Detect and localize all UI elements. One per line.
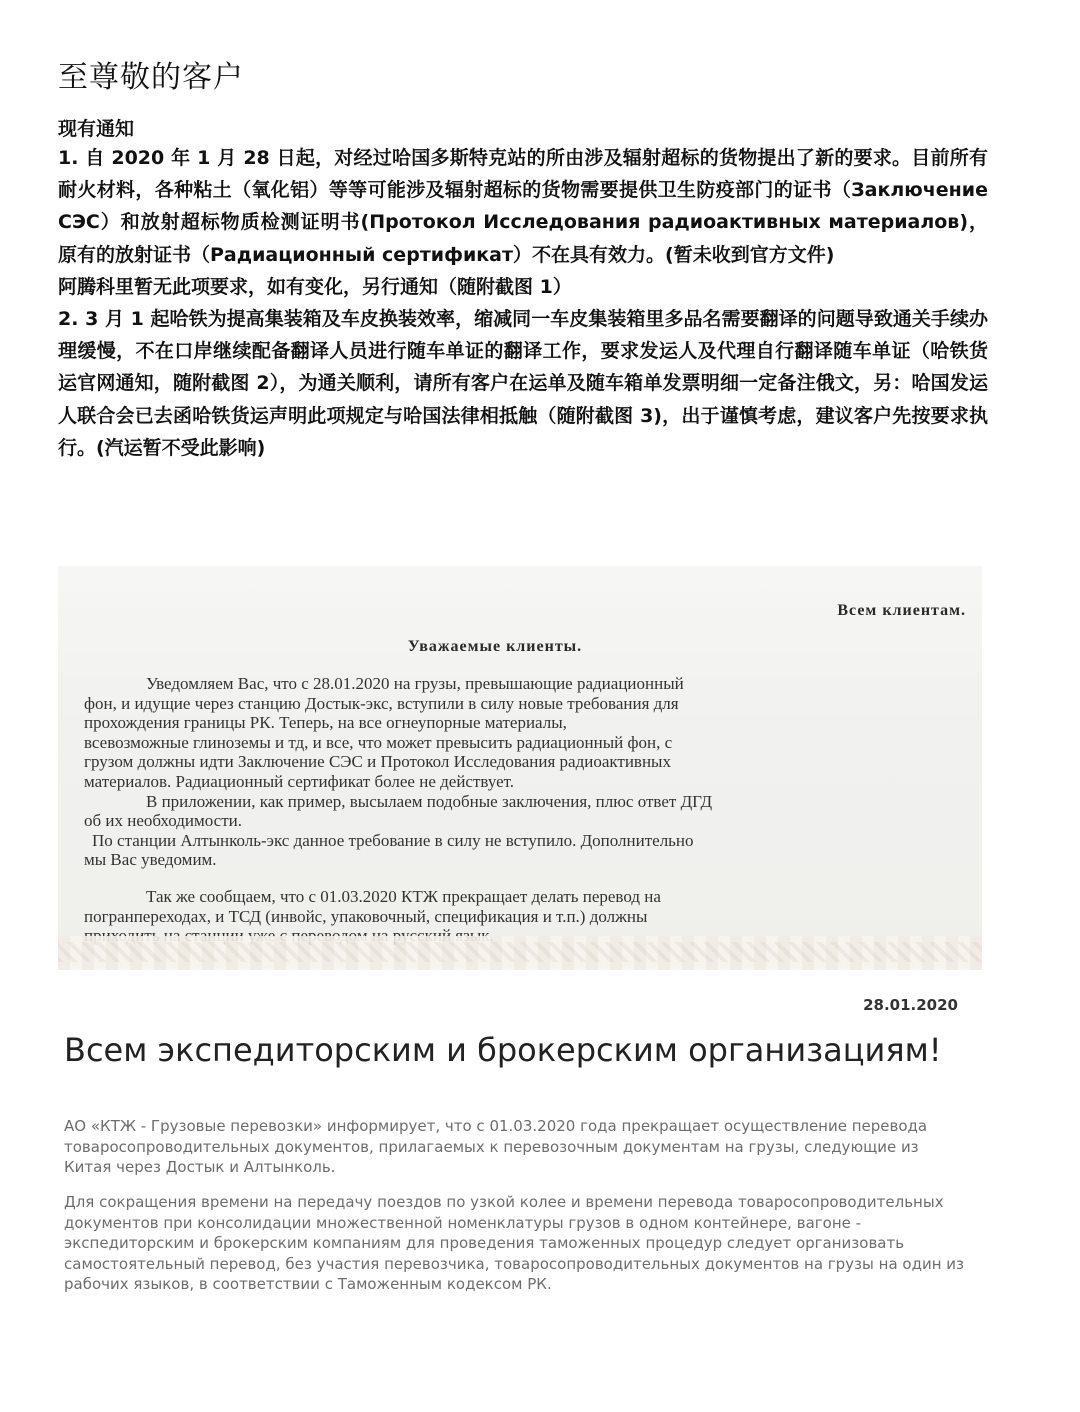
notice-item-2: 2. 3 月 1 起哈铁为提高集装箱及车皮换装效率，缩减同一车皮集装箱里多品名需要翻译的问题导致通关手续办理缓慢，不在口岸继续配备翻译人员进行随车单证的翻译工作，要求发运人及代理自行翻译随车单证（哈铁货运官网通知，随附截图 2），为通关顺利，请所有客户在运单及随车箱单发票明细一定备注俄文，另：哈国发运人联合会已去函哈铁货运声明此项规定与哈国法律相抵触（随附截图 3)，出于谨慎考虑，建议客户先按要求执行。(汽运暂不受此影响) — [58, 308, 988, 459]
notice-item-1: 1. 自 2020 年 1 月 28 日起，对经过哈国多斯特克站的所由涉及辐射超标的货物提出了新的要求。目前所有耐火材料，各种粘土（氧化铝）等等可能涉及辐射超标的货物需要提供卫生防疫部门的证书（Заключение СЭС）和放射超标物质检测证明书(Протокол Исследования радиоактивных материалов)，原有的放射证书（Радиационный сертификат）不在具有效力。(暂未收到官方文件) — [58, 147, 988, 266]
letter-line: фон, и идущие через станцию Достык-экс, вступили в силу новые требования для — [84, 693, 679, 713]
notice-body — [58, 142, 988, 464]
web-notice-title: Всем экспедиторским и брокерским организациям! — [64, 1031, 942, 1069]
letter-addressee: Всем клиентам. — [837, 602, 966, 619]
scanned-letter — [58, 566, 982, 970]
web-notice-date: 28.01.2020 — [863, 996, 958, 1014]
letter-ornament-border — [58, 936, 982, 970]
notice-title: 至尊敬的客户 — [58, 60, 244, 95]
letter-line: об их необходимости. — [84, 811, 243, 831]
letter-line: По станции Алтынколь-экс данное требование в силу не вступило. Дополнительно — [92, 830, 694, 850]
letter-line: грузом должны идти Заключение СЭС и Протокол Исследования радиоактивных — [84, 752, 671, 772]
letter-line: Уведомляем Вас, что с 28.01.2020 на грузы, превышающие радиационный — [146, 674, 684, 693]
letter-line: В приложении, как пример, высылаем подобные заключения, плюс ответ ДГД — [146, 791, 713, 811]
notice-subtitle: 现有通知 — [58, 118, 135, 140]
notice-note-altynkol: 阿腾科里暂无此项要求，如有变化，另行通知（随附截图 1） — [58, 275, 572, 298]
letter-line: мы Вас уведомим. — [84, 850, 217, 870]
letter-body — [84, 674, 964, 946]
letter-line: Так же сообщаем, что с 01.03.2020 КТЖ прекращает делать перевод на — [146, 886, 661, 906]
letter-salutation: Уважаемые клиенты. — [407, 638, 583, 655]
web-notice-paragraph-1: АО «КТЖ - Грузовые перевозки» информирует, что с 01.03.2020 года прекращает осуществление перевода товаросопроводительных документов, прилагаемых к перевозочным документам на грузы, следующие из Китая через Достык и Алтынколь. — [64, 1117, 928, 1176]
letter-line: всевозможные глиноземы и тд, и все, что может превысить радиационный фон, с — [84, 732, 673, 752]
letter-line: материалов. Радиационный сертификат более не действует. — [84, 771, 515, 791]
web-notice-paragraph-2: Для сокращения времени на передачу поездов по узкой колее и времени перевода товаросопроводительных документов при консолидации множественной номенклатуры грузов в одном контейнере, вагоне - экспедиторским и брокерским компаниям для проведения таможенных процедур следует организовать самостоятельный перевод, без участия перевозчика, товаросопроводительных документов на грузы на один из рабочих языков, в соответствии с Таможенным кодексом РК. — [64, 1193, 965, 1293]
letter-line: прохождения границы РК. Теперь, на все огнеупорные материалы, — [84, 713, 567, 733]
letter-line: погранпереходах, и ТСД (инвойс, упаковочный, спецификация и т.п.) должны — [84, 906, 648, 926]
